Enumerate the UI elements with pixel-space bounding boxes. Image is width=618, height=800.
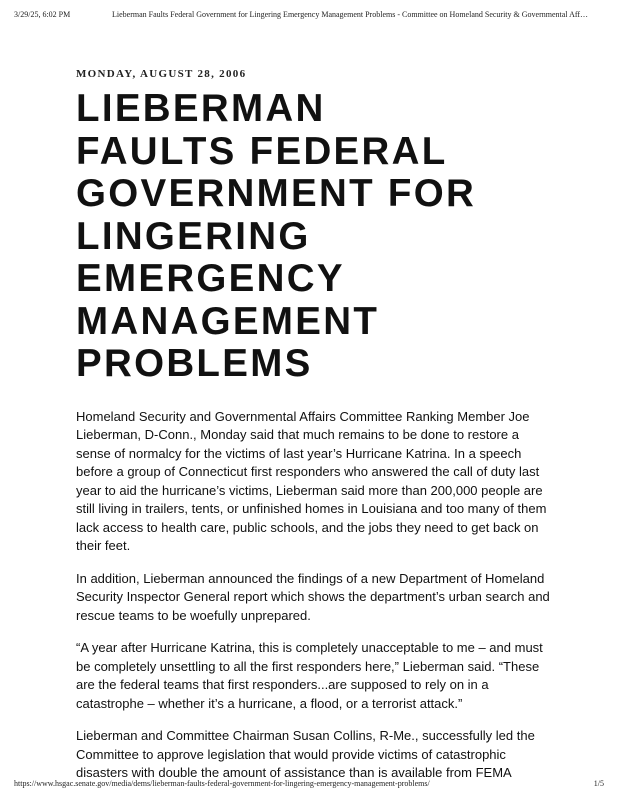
article-dateline: MONDAY, AUGUST 28, 2006 (76, 68, 247, 80)
print-header (14, 10, 604, 19)
article-paragraph: Lieberman and Committee Chairman Susan Collins, R-Me., successfully led the Committee to approve legislation that would provide victims of catastrophic disasters with double the amount of assistance than is available from FEMA (76, 728, 535, 780)
article-headline (76, 88, 554, 386)
print-footer (14, 779, 604, 788)
headline-line: GOVERNMENT FOR (76, 172, 477, 215)
headline-line: PROBLEMS (76, 342, 313, 385)
print-datetime: 3/29/25, 6:02 PM (14, 10, 71, 19)
headline-line: MANAGEMENT (76, 299, 380, 343)
article-paragraph: Homeland Security and Governmental Affairs Committee Ranking Member Joe Lieberman, D-Conn., Monday said that much remains to be done to restore a sense of normalcy for the victims of last year’s Hurricane Katrina. In a speech before a group of Connecticut first responders who answered the call of duty last year to aid the hurricane’s victims, Lieberman said more than 200,000 people are still living in trailers, tents, or unfinished homes in Louisiana and too many of them lack access to health care, public schools, and the jobs they need to get back on their feet. (76, 408, 547, 553)
print-page-title: Lieberman Faults Federal Government for Lingering Emergency Management Problems - Committee on Homeland Security & Governmental Aff… (112, 10, 589, 19)
article (76, 68, 554, 797)
headline-line: FAULTS FEDERAL (76, 129, 448, 173)
article-paragraph: “A year after Hurricane Katrina, this is completely unacceptable to me – and must be completely unsettling to all the first responders here,” Lieberman said. “These are the federal teams that first responders...are supposed to rely on in a catastrophe – whether it’s a hurricane, a flood, or a terrorist attack.” (76, 640, 543, 711)
article-paragraph: In addition, Lieberman announced the findings of a new Department of Homeland Security Inspector General report which shows the department’s urban search and rescue teams to be woefully unprepared. (76, 570, 550, 623)
article-body (76, 408, 554, 783)
headline-line: LIEBERMAN (76, 87, 326, 130)
headline-line: LINGERING (76, 214, 311, 258)
print-page-number: 1/5 (593, 779, 604, 788)
print-url: https://www.hsgac.senate.gov/media/dems/lieberman-faults-federal-government-for-lingering-emergency-management-problems/ (14, 779, 430, 788)
headline-line: EMERGENCY (76, 257, 345, 300)
